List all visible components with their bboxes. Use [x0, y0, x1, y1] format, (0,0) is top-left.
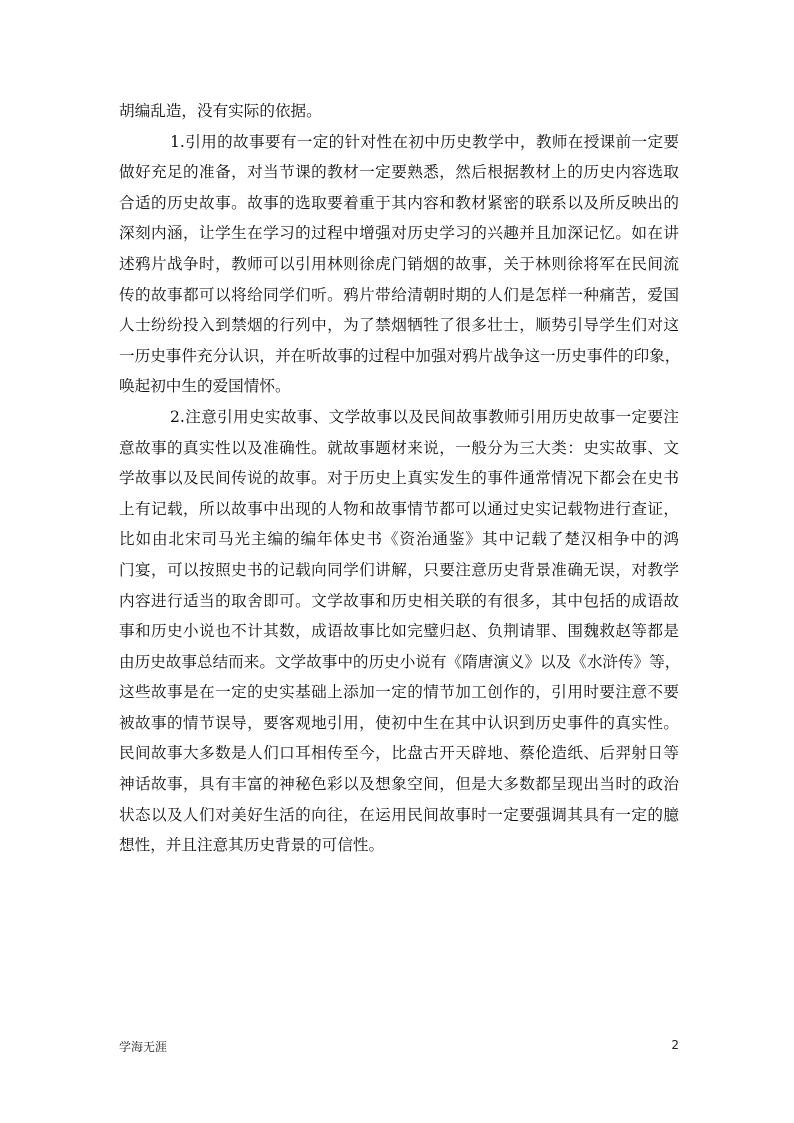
page-footer — [119, 1038, 679, 1062]
text-line: 胡编乱造，没有实际的依据。 — [119, 102, 322, 120]
text-line: 民间故事大多数是人们口耳相传至今，比盘古开天辟地、蔡伦造纸、后羿射日等 — [119, 744, 679, 763]
text-line: 事和历史小说也不计其数，成语故事比如完璧归赵、负荆请罪、围魏救赵等都是 — [119, 622, 679, 641]
text-line: 传的故事都可以将给同学们听。鸦片带给清朝时期的人们是怎样一种痛苦，爱国 — [119, 285, 679, 304]
text-line: 做好充足的准备，对当节课的教材一定要熟悉，然后根据教材上的历史内容选取 — [119, 163, 679, 182]
text-line: 上有记载，所以故事中出现的人物和故事情节都可以通过史实记载物进行查证， — [119, 499, 679, 518]
text-line: 一历史事件充分认识，并在听故事的过程中加强对鸦片战争这一历史事件的印象， — [119, 346, 681, 365]
footer-motto: 学海无涯 — [119, 1040, 168, 1054]
text-line: 述鸦片战争时，教师可以引用林则徐虎门销烟的故事，关于林则徐将军在民间流 — [119, 254, 679, 273]
text-line: 这些故事是在一定的史实基础上添加一定的情节加工创作的，引用时要注意不要 — [119, 683, 679, 702]
text-line: 人士纷纷投入到禁烟的行列中，为了禁烟牺牲了很多壮士，顺势引导学生们对这 — [119, 316, 679, 335]
text-line: 深刻内涵，让学生在学习的过程中增强对历史学习的兴趣并且加深记忆。如在讲 — [119, 224, 679, 243]
text-line: 神话故事，具有丰富的神秘色彩以及想象空间，但是大多数都呈现出当时的政治 — [119, 775, 679, 794]
page-number: 2 — [671, 1038, 679, 1052]
text-line: 学故事以及民间传说的故事。对于历史上真实发生的事件通常情况下都会在史书 — [119, 469, 679, 488]
text-line: 被故事的情节误导，要客观地引用，使初中生在其中认识到历史事件的真实性。 — [119, 713, 679, 732]
text-line: 状态以及人们对美好生活的向往，在运用民间故事时一定要强调其具有一定的臆 — [119, 805, 679, 824]
text-line: 1.引用的故事要有一定的针对性在初中历史教学中，教师在授课前一定要 — [170, 132, 679, 151]
text-line: 比如由北宋司马光主编的编年体史书《资治通鉴》其中记载了楚汉相争中的鸿 — [119, 530, 679, 549]
text-line: 2.注意引用史实故事、文学故事以及民间故事教师引用历史故事一定要注 — [170, 407, 679, 426]
text-line: 唤起初中生的爱国情怀。 — [119, 377, 291, 396]
text-line: 由历史故事总结而来。文学故事中的历史小说有《隋唐演义》以及《水浒传》等， — [119, 652, 681, 671]
document-body — [119, 96, 679, 861]
text-line: 合适的历史故事。故事的选取要着重于其内容和教材紧密的联系以及所反映出的 — [119, 193, 679, 212]
text-line: 意故事的真实性以及准确性。就故事题材来说，一般分为三大类：史实故事、文 — [119, 438, 679, 457]
text-line: 门宴，可以按照史书的记载向同学们讲解，只要注意历史背景准确无误，对教学 — [119, 560, 679, 579]
text-line: 内容进行适当的取舍即可。文学故事和历史相关联的有很多，其中包括的成语故 — [119, 591, 679, 610]
text-line: 想性，并且注意其历史背景的可信性。 — [119, 836, 385, 855]
